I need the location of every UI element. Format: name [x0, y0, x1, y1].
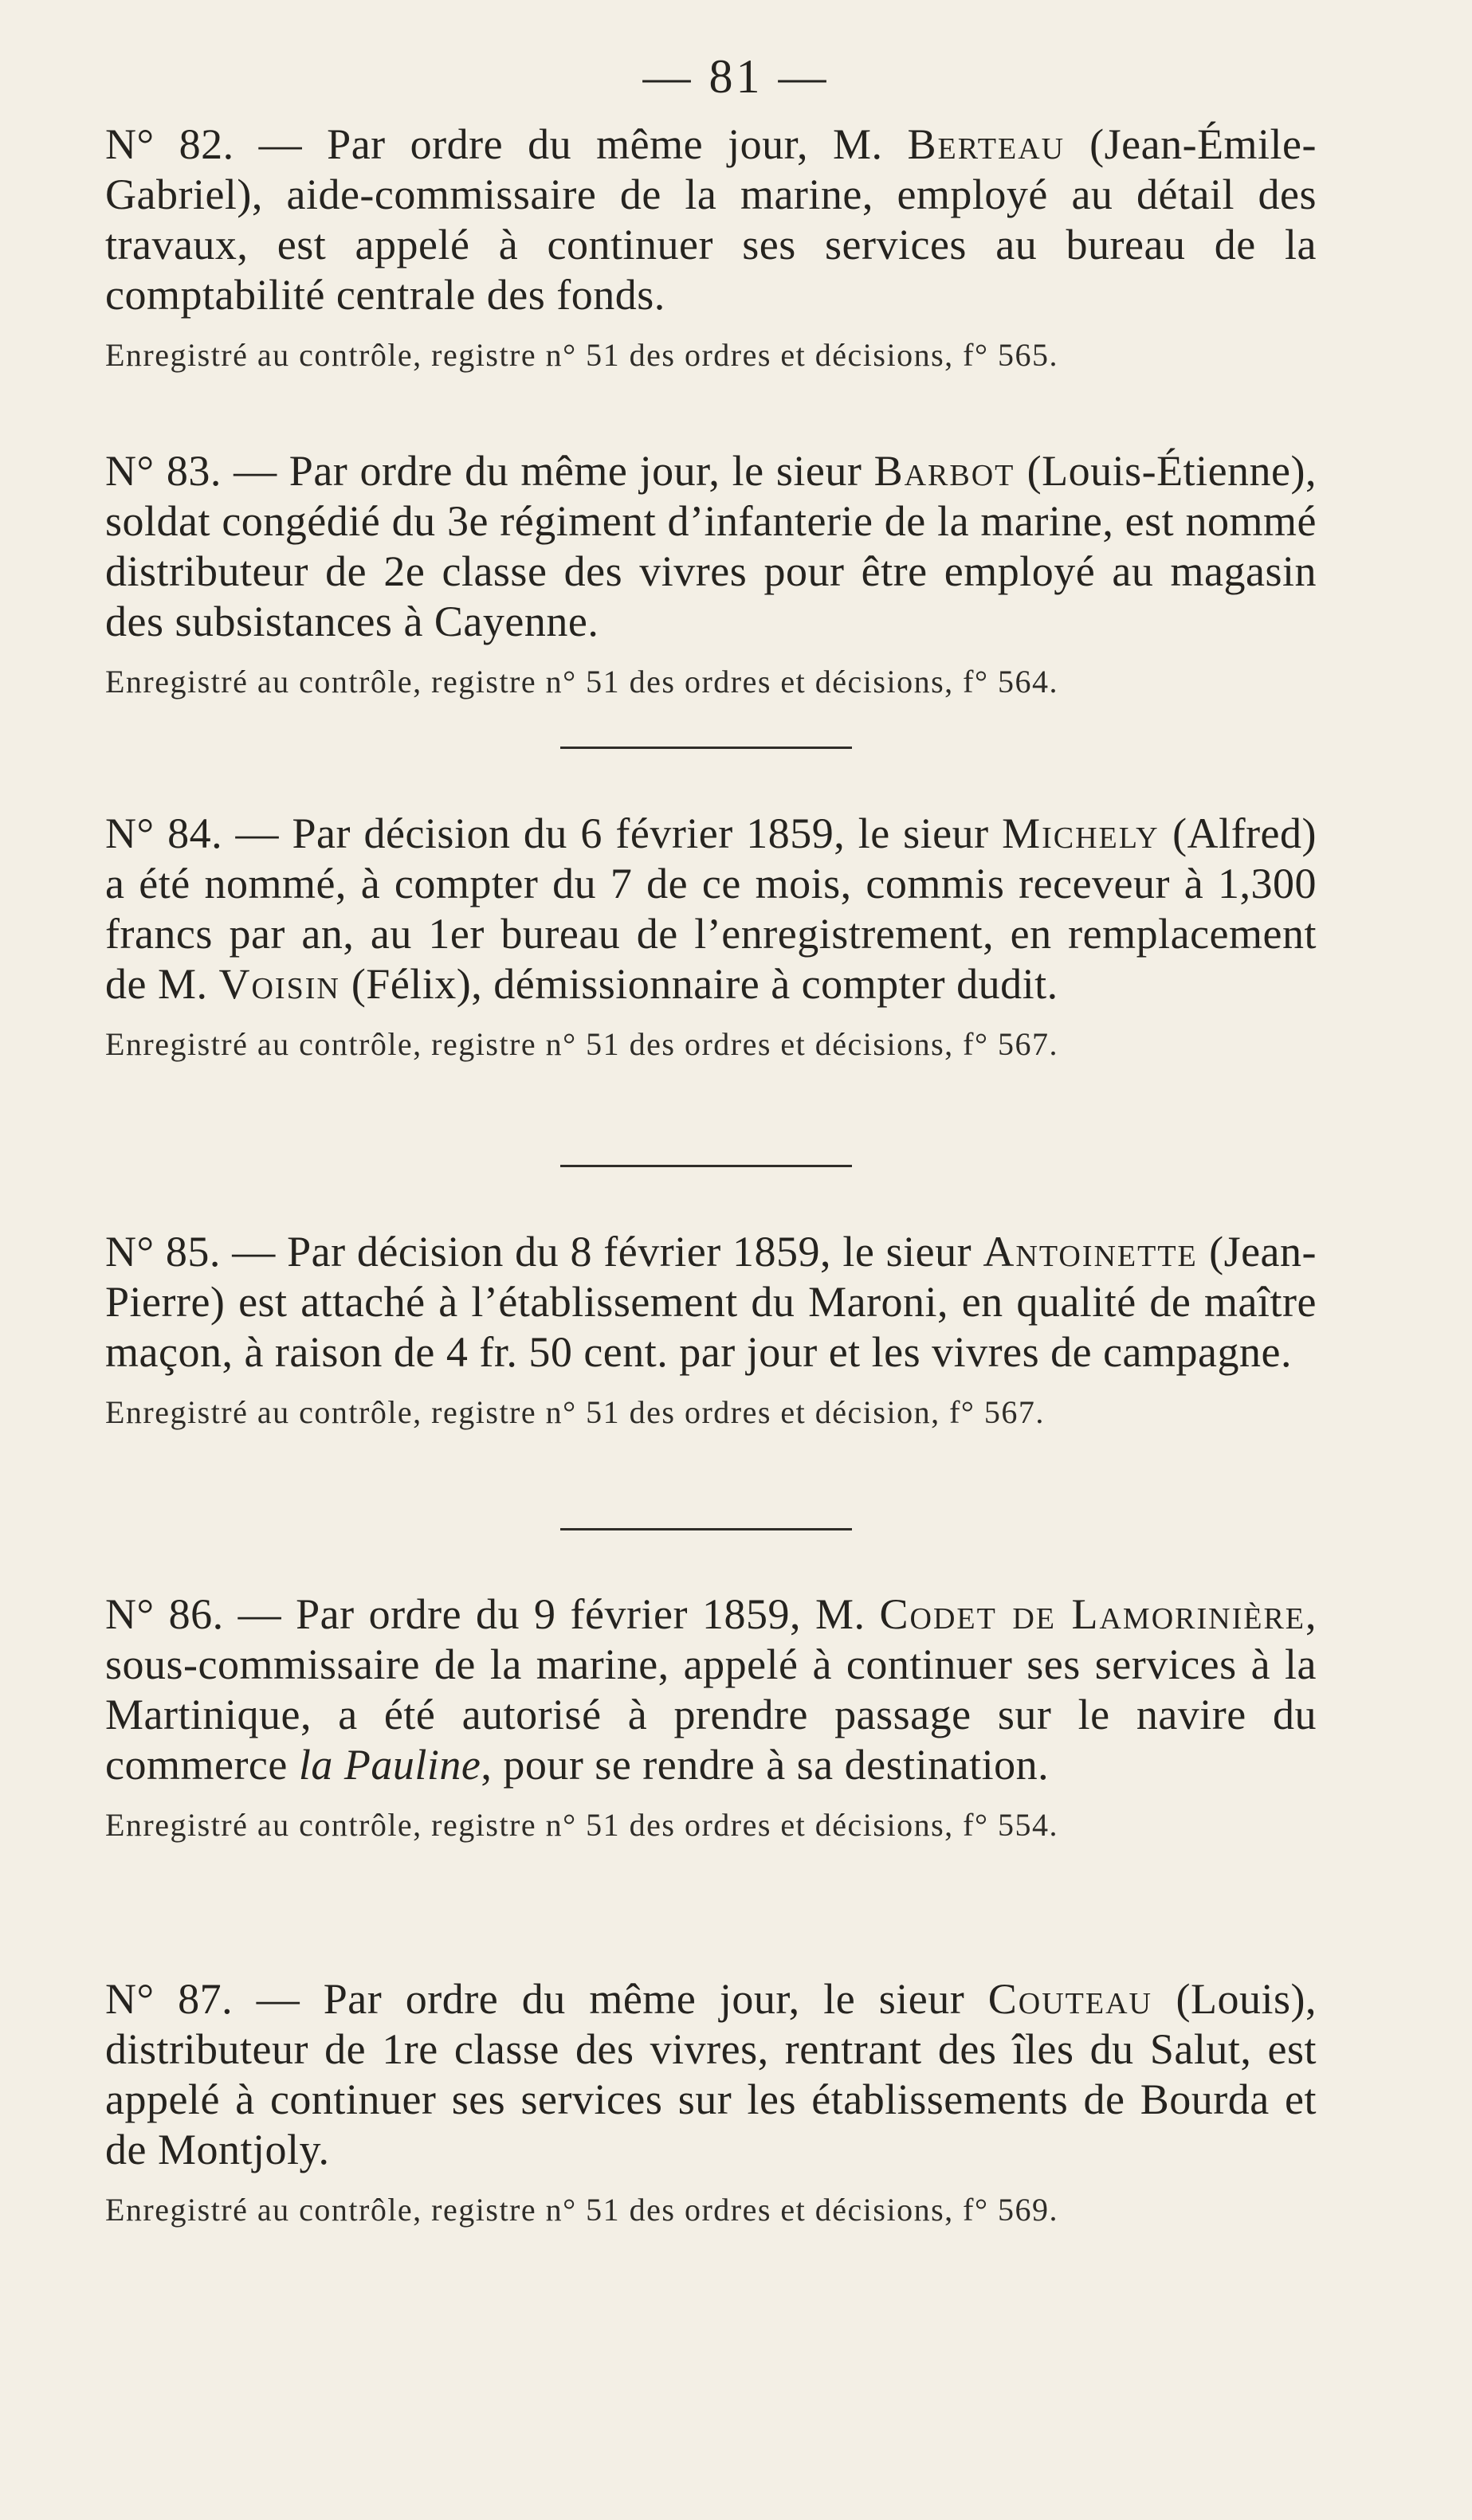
person-name: Couteau — [987, 1975, 1152, 2023]
entry-text — [105, 446, 1317, 647]
entry-text — [105, 1974, 1317, 2175]
registration-note: Enregistré au contrôle, registre n° 51 des ordres et décisions, f° 567. — [105, 1026, 1058, 1062]
entry-text-post: , pour se rendre à sa destination. — [481, 1741, 1050, 1789]
entry-text-post: (Louis-Étienne), soldat congédié du 3e régiment d’infanterie de la marine, est nommé distributeur de 2e classe des vivres pour être employé au magasin des subsistances à Cayenne. — [105, 447, 1317, 645]
entry-text — [105, 809, 1317, 1009]
entry-87 — [105, 1974, 1317, 2229]
entry-85 — [105, 1227, 1317, 1432]
entry-83 — [105, 446, 1317, 701]
entry-text-pre: — Par décision du 8 février 1859, le sieur — [220, 1228, 983, 1276]
entry-text-pre: — Par décision du 6 février 1859, le sieur — [222, 809, 1003, 857]
person-name: Berteau — [907, 120, 1066, 168]
entry-text-post: (Félix), démissionnaire à compter dudit. — [340, 960, 1058, 1008]
entry-number: N° 87. — [105, 1975, 234, 2023]
ship-name: la Pauline — [298, 1741, 481, 1789]
entry-text-post: (Jean-Pierre) est attaché à l’établissement du Maroni, en qualité de maître maçon, à raison de 4 fr. 50 cent. par jour et les vivres de campagne. — [105, 1228, 1317, 1376]
entry-text-pre: — Par ordre du 9 février 1859, M. — [223, 1590, 880, 1638]
registration-note: Enregistré au contrôle, registre n° 51 des ordres et décisions, f° 564. — [105, 664, 1058, 700]
entry-text-pre: — Par ordre du même jour, le sieur — [221, 447, 874, 495]
page-number: — 81 — — [642, 50, 830, 103]
section-divider — [560, 1528, 852, 1530]
person-name: Codet de Lamorinière — [879, 1590, 1305, 1638]
entry-number: N° 83. — [105, 447, 222, 495]
registration-note: Enregistré au contrôle, registre n° 51 des ordres et décisions, f° 569. — [105, 2192, 1058, 2228]
entry-82 — [105, 120, 1317, 374]
entry-text — [105, 120, 1317, 320]
entry-text-pre: — Par ordre du même jour, M. — [234, 120, 908, 168]
registration-note: Enregistré au contrôle, registre n° 51 des ordres et décisions, f° 565. — [105, 337, 1058, 373]
entry-84 — [105, 809, 1317, 1064]
entry-number: N° 86. — [105, 1590, 224, 1638]
person-name: Michely — [1002, 809, 1160, 857]
person-name: Barbot — [873, 447, 1015, 495]
entry-number: N° 82. — [105, 120, 234, 168]
section-divider — [560, 747, 852, 749]
person-name: Antoinette — [983, 1228, 1198, 1276]
entry-text-post: (Louis), distributeur de 1re classe des vivres, rentrant des îles du Salut, est appelé à continuer ses services sur les établissements de Bourda et de Montjoly. — [105, 1975, 1317, 2173]
registration-note: Enregistré au contrôle, registre n° 51 des ordres et décision, f° 567. — [105, 1394, 1045, 1430]
registration-note: Enregistré au contrôle, registre n° 51 des ordres et décisions, f° 554. — [105, 1807, 1058, 1843]
section-divider — [560, 1165, 852, 1167]
entry-number: N° 84. — [105, 809, 223, 857]
entry-text-pre: — Par ordre du même jour, le sieur — [233, 1975, 988, 2023]
person-name-2: Voisin — [218, 960, 340, 1008]
entry-86 — [105, 1589, 1317, 1844]
entry-text — [105, 1227, 1317, 1378]
entry-text-mid: , sous-commissaire de la marine, appelé à continuer ses services à la Martinique, a été autorisé à prendre passage sur le navire du commerce — [105, 1590, 1317, 1789]
entry-text-mid: (Alfred) a été nommé, à compter du 7 de ce mois, commis receveur à 1,300 francs par an, au 1er bureau de l’enregistrement, en remplacement de M. — [105, 809, 1317, 1008]
entry-number: N° 85. — [105, 1228, 221, 1276]
entry-text — [105, 1589, 1317, 1790]
entry-text-post: (Jean-Émile-Gabriel), aide-commissaire de la marine, employé au détail des travaux, est appelé à continuer ses services au bureau de la comptabilité centrale des fonds. — [105, 120, 1317, 319]
